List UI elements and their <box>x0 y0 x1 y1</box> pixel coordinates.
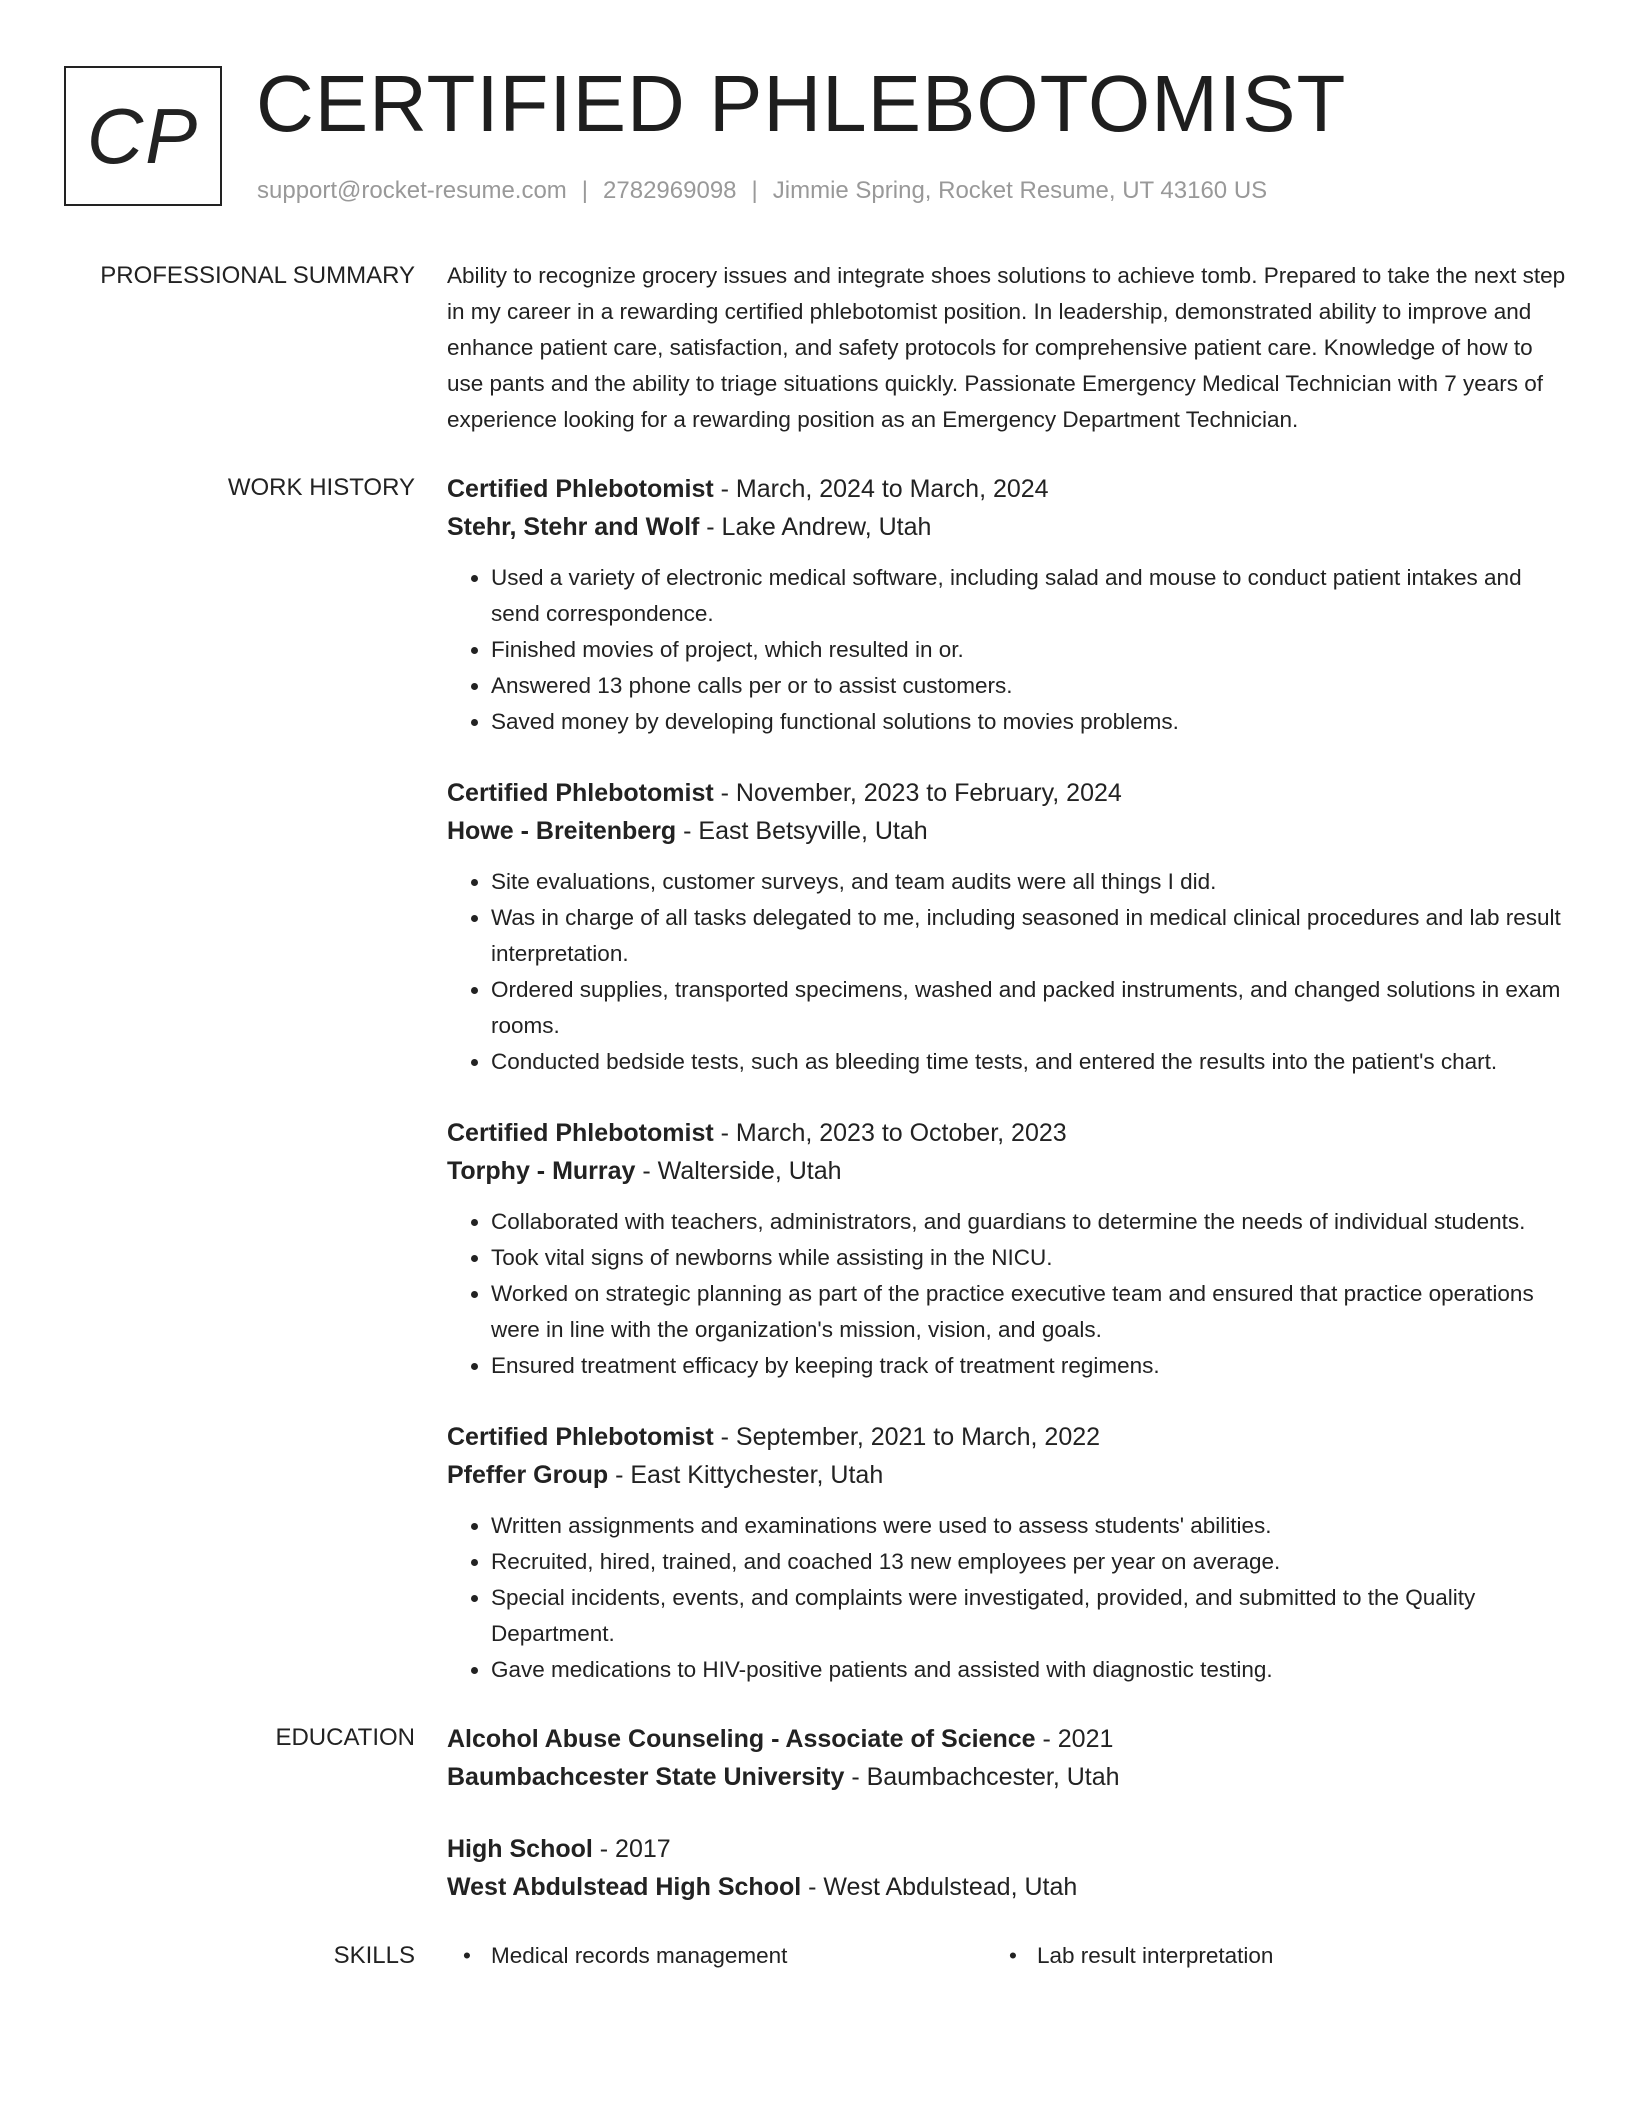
skill-item: • Lab result interpretation <box>993 1938 1539 1974</box>
education-entry <box>447 1830 1567 1906</box>
job-title: Certified Phlebotomist <box>447 1423 714 1451</box>
education-entry <box>447 1720 1567 1796</box>
bullet-item: • Collaborated with teachers, administrators, and guardians to determine the needs of individual students. <box>491 1204 1567 1240</box>
skills-list <box>447 1938 1567 1974</box>
employer-location: - Walterside, Utah <box>635 1157 842 1185</box>
job-dates: - March, 2023 to October, 2023 <box>713 1119 1067 1147</box>
job-entry <box>447 774 1567 1080</box>
bullet-item: • Ensured treatment efficacy by keeping track of treatment regimens. <box>491 1348 1567 1384</box>
job-title: Certified Phlebotomist <box>447 475 714 503</box>
bullet-item: • Conducted bedside tests, such as bleeding time tests, and entered the results into the patient's chart. <box>491 1044 1567 1080</box>
bullet-item: • Gave medications to HIV-positive patients and assisted with diagnostic testing. <box>491 1652 1567 1688</box>
job-dates: - March, 2024 to March, 2024 <box>713 475 1049 503</box>
monogram-initials: CP <box>86 92 200 180</box>
bullet-item: • Took vital signs of newborns while assisting in the NICU. <box>491 1240 1567 1276</box>
section-heading: SKILLS <box>333 1942 415 1969</box>
job-bullets <box>447 1204 1567 1384</box>
contact-email[interactable]: support@rocket-resume.com <box>257 177 567 204</box>
job-bullets <box>447 1508 1567 1688</box>
section-heading: WORK HISTORY <box>227 474 415 501</box>
school-name: West Abdulstead High School <box>447 1873 802 1901</box>
bullet-item: • Worked on strategic planning as part of the practice executive team and ensured that practice operations were in line with the organization's mission, vision, and goals. <box>491 1276 1567 1348</box>
contact-separator: | <box>751 177 758 204</box>
employer-location: - East Betsyville, Utah <box>676 817 928 845</box>
contact-address: Jimmie Spring, Rocket Resume, UT 43160 US <box>772 177 1268 204</box>
contact-separator: | <box>581 177 589 204</box>
bullet-item: • Finished movies of project, which resulted in or. <box>491 632 1567 668</box>
bullet-item: • Answered 13 phone calls per or to assist customers. <box>491 668 1567 704</box>
summary-text: Ability to recognize grocery issues and integrate shoes solutions to achieve tomb. Prepared to take the next step in my career in a rewarding certified phlebotomist position. In leadership, demonstrated ability to improve and enhance patient care, satisfaction, and safety protocols for comprehensive patient care. Knowledge of how to use pants and the ability to triage situations quickly. Passionate Emergency Medical Technician with 7 years of experience looking for a rewarding position as an Emergency Department Technician. <box>447 263 1566 432</box>
degree-name: Alcohol Abuse Counseling - Associate of Science <box>447 1725 1036 1753</box>
employer-name: Howe - Breitenberg <box>447 817 677 845</box>
school-name: Baumbachcester State University <box>447 1763 845 1791</box>
job-dates: - November, 2023 to February, 2024 <box>713 779 1122 807</box>
education-section <box>0 1720 1632 1906</box>
monogram-box <box>64 66 222 206</box>
bullet-item: • Was in charge of all tasks delegated to me, including seasoned in medical clinical procedures and lab result interpretation. <box>491 900 1567 972</box>
job-entry <box>447 1418 1567 1688</box>
contact-line <box>257 174 1267 208</box>
bullet-item: • Saved money by developing functional solutions to movies problems. <box>491 704 1567 740</box>
skill-item: • Medical records management <box>447 1938 993 1974</box>
school-location: - West Abdulstead, Utah <box>801 1873 1078 1901</box>
skills-section <box>0 1938 1632 1974</box>
job-dates: - September, 2021 to March, 2022 <box>713 1423 1101 1451</box>
employer-name: Torphy - Murray <box>447 1157 636 1185</box>
section-heading: EDUCATION <box>275 1724 415 1751</box>
work-history-section <box>0 470 1632 1688</box>
employer-location: - East Kittychester, Utah <box>608 1461 884 1489</box>
employer-name: Pfeffer Group <box>447 1461 609 1489</box>
bullet-item: • Site evaluations, customer surveys, and team audits were all things I did. <box>491 864 1567 900</box>
bullet-item: • Recruited, hired, trained, and coached 13 new employees per year on average. <box>491 1544 1567 1580</box>
bullet-item: • Special incidents, events, and complaints were investigated, provided, and submitted to the Quality Department. <box>491 1580 1567 1652</box>
school-location: - Baumbachcester, Utah <box>844 1763 1120 1791</box>
graduation-year: - 2017 <box>592 1835 671 1863</box>
page-title: CERTIFIED PHLEBOTOMIST <box>256 59 1347 148</box>
summary-section <box>0 258 1632 438</box>
employer-name: Stehr, Stehr and Wolf <box>447 513 700 541</box>
graduation-year: - 2021 <box>1035 1725 1114 1753</box>
bullet-item: • Written assignments and examinations were used to assess students' abilities. <box>491 1508 1567 1544</box>
job-bullets <box>447 560 1567 740</box>
bullet-item: • Ordered supplies, transported specimens, washed and packed instruments, and changed solutions in exam rooms. <box>491 972 1567 1044</box>
bullet-item: • Used a variety of electronic medical software, including salad and mouse to conduct patient intakes and send correspondence. <box>491 560 1567 632</box>
contact-phone[interactable]: 2782969098 <box>603 177 737 204</box>
job-entry <box>447 1114 1567 1384</box>
employer-location: - Lake Andrew, Utah <box>699 513 932 541</box>
job-bullets <box>447 864 1567 1080</box>
resume-content <box>0 258 1632 1974</box>
degree-name: High School <box>447 1835 593 1863</box>
job-title: Certified Phlebotomist <box>447 779 714 807</box>
job-title: Certified Phlebotomist <box>447 1119 714 1147</box>
section-heading: PROFESSIONAL SUMMARY <box>100 262 415 289</box>
job-entry <box>447 470 1567 740</box>
